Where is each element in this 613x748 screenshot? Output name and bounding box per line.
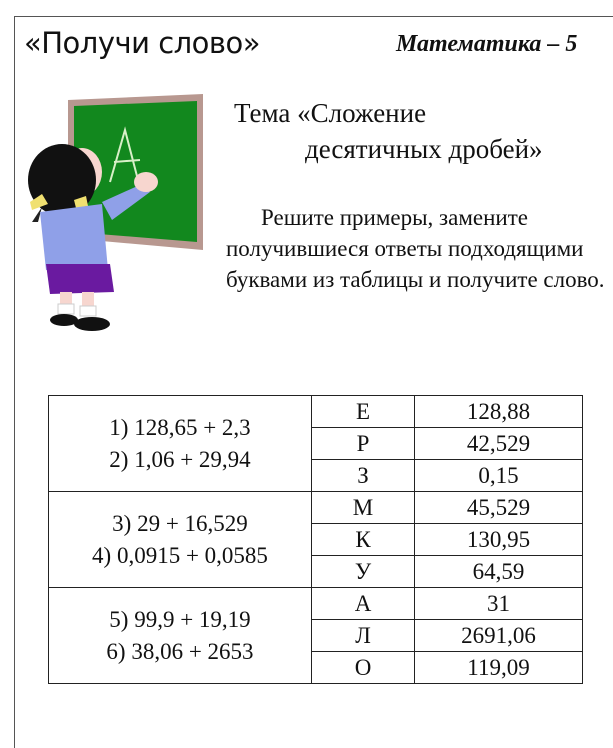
value-cell: 0,15 [415,460,583,492]
example-4: 4) 0,0915 + 0,0585 [92,542,268,568]
value-cell: 128,88 [415,396,583,428]
letter-cell: А [312,588,415,620]
value-cell: 2691,06 [415,620,583,652]
example-3: 3) 29 + 16,529 [112,510,248,536]
letter-cell: О [312,652,415,684]
letter-cell: Л [312,620,415,652]
example-2: 2) 1,06 + 29,94 [109,446,251,472]
value-cell: 64,59 [415,556,583,588]
girl-at-chalkboard-illustration [22,92,212,337]
subject-label: Математика – 5 [396,31,578,57]
table-row [49,492,583,524]
letter-cell: М [312,492,415,524]
value-cell: 119,09 [415,652,583,684]
letter-cell: Е [312,396,415,428]
letter-cell: К [312,524,415,556]
examples-group-3 [49,588,312,684]
example-1: 1) 128,65 + 2,3 [109,414,251,440]
letter-cell: З [312,460,415,492]
answers-table [48,395,583,684]
value-cell: 42,529 [415,428,583,460]
task-instructions: Решите примеры, замените получившиеся ответы подходящими буквами из таблицы и получите слово. [226,205,605,292]
example-5: 5) 99,9 + 19,19 [109,606,251,632]
letter-cell: У [312,556,415,588]
letter-cell: Р [312,428,415,460]
examples-group-2 [49,492,312,588]
example-6: 6) 38,06 + 2653 [106,638,254,664]
value-cell: 130,95 [415,524,583,556]
table-row [49,588,583,620]
topic-line-1: Тема «Сложение [234,98,427,128]
worksheet-title: «Получи слово» [24,26,260,60]
examples-group-1 [49,396,312,492]
table-row [49,396,583,428]
value-cell: 45,529 [415,492,583,524]
value-cell: 31 [415,588,583,620]
topic-line-2: десятичных дробей» [305,134,543,164]
